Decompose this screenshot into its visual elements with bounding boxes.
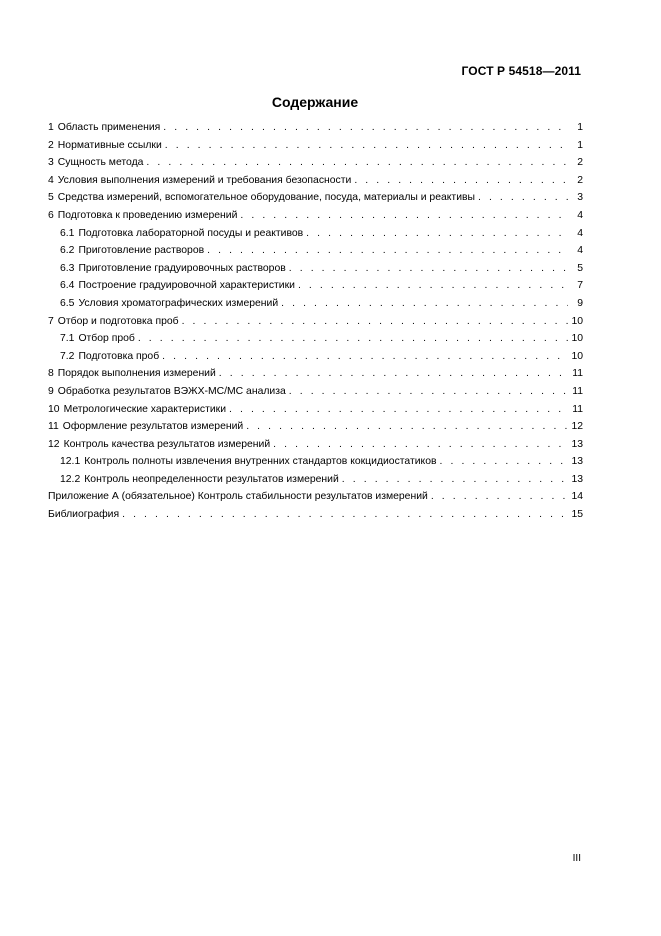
toc-entry-page: 1 — [577, 122, 583, 133]
toc-entry[interactable] — [48, 260, 583, 278]
toc-entry-text: Обработка результатов ВЭЖХ-МС/МС анализа — [57, 385, 286, 397]
toc-entry-page: 11 — [572, 403, 583, 415]
toc-leader-dots — [163, 119, 568, 137]
toc-entry[interactable] — [48, 383, 583, 401]
toc-entry-number: 8 — [48, 368, 54, 380]
toc-leader-dots — [289, 260, 568, 278]
toc-entry-page: 1 — [577, 139, 583, 151]
toc-entry-title — [48, 207, 237, 225]
toc-entry[interactable] — [48, 225, 583, 243]
toc-entry-text: Подготовка к проведению измерений — [57, 209, 238, 221]
toc-entry-title — [60, 225, 303, 243]
toc-entry-text: Условия выполнения измерений и требования безопасности — [57, 174, 352, 186]
toc-entry-text: Область применения — [57, 122, 161, 133]
toc-entry-text: Контроль неопределенности результатов измерений — [84, 473, 339, 485]
toc-entry-text: Сущность метода — [57, 157, 144, 169]
toc-entry-title — [60, 453, 437, 471]
table-of-contents — [48, 119, 583, 524]
toc-leader-dots — [431, 488, 568, 506]
toc-entry-page: 15 — [571, 509, 583, 521]
toc-leader-dots — [229, 401, 568, 419]
toc-entry-text: Порядок выполнения измерений — [57, 368, 216, 380]
toc-leader-dots — [165, 137, 568, 155]
toc-entry-page: 5 — [577, 262, 583, 274]
toc-entry-text: Построение градуировочной характеристики — [78, 280, 295, 292]
toc-entry[interactable] — [48, 471, 583, 489]
toc-entry-text: Контроль полноты извлечения внутренних стандартов кокцидиостатиков — [84, 456, 437, 468]
toc-entry-page: 11 — [572, 385, 583, 397]
toc-entry-page: 10 — [571, 333, 583, 345]
toc-leader-dots — [146, 154, 568, 172]
toc-entry-number: 6.1 — [60, 227, 75, 239]
toc-entry-title — [48, 383, 286, 401]
toc-entry-number: 6.3 — [60, 262, 75, 274]
toc-leader-dots — [207, 242, 568, 260]
toc-leader-dots — [122, 506, 568, 524]
toc-leader-dots — [298, 277, 568, 295]
toc-entry-number: 12 — [48, 438, 60, 450]
toc-leader-dots — [219, 365, 568, 383]
toc-entry-number: 1 — [48, 122, 54, 133]
toc-entry-text: Приготовление градуировочных растворов — [78, 262, 286, 274]
toc-entry-title — [60, 295, 278, 313]
toc-leader-dots — [289, 383, 568, 401]
toc-entry-number: 6 — [48, 209, 54, 221]
toc-entry-title — [60, 348, 159, 366]
toc-entry-page: 3 — [577, 192, 583, 204]
toc-entry-title — [48, 137, 162, 155]
toc-entry[interactable] — [48, 242, 583, 260]
toc-entry-title — [48, 172, 351, 190]
toc-entry-number: 9 — [48, 385, 54, 397]
toc-entry-text: Средства измерений, вспомогательное оборудование, посуда, материалы и реактивы — [57, 192, 475, 204]
toc-entry-page: 4 — [577, 245, 583, 257]
toc-entry-title — [60, 260, 286, 278]
toc-entry-text: Приготовление растворов — [78, 245, 205, 257]
toc-entry-number: 6.4 — [60, 280, 75, 292]
toc-entry[interactable] — [48, 137, 583, 155]
toc-entry-number: 3 — [48, 157, 54, 169]
toc-entry-number: 6.2 — [60, 245, 75, 257]
toc-entry-page: 12 — [571, 421, 583, 433]
toc-entry-title — [48, 401, 226, 419]
toc-entry-title — [48, 418, 243, 436]
toc-entry[interactable] — [48, 172, 583, 190]
toc-entry-text: Подготовка проб — [78, 350, 160, 362]
toc-entry-title — [48, 154, 143, 172]
toc-entry-number: 10 — [48, 403, 60, 415]
toc-entry[interactable] — [48, 506, 583, 524]
toc-entry[interactable] — [48, 436, 583, 454]
toc-entry-number: 12.1 — [60, 456, 81, 468]
toc-entry-title — [60, 330, 135, 348]
toc-entry-page: 9 — [577, 297, 583, 309]
toc-entry-title — [48, 506, 119, 524]
toc-entry[interactable] — [48, 418, 583, 436]
toc-leader-dots — [281, 295, 568, 313]
toc-leader-dots — [342, 471, 568, 489]
toc-leader-dots — [273, 436, 568, 454]
toc-entry-text: Библиография — [48, 509, 120, 521]
toc-leader-dots — [138, 330, 568, 348]
toc-entry-text: Метрологические характеристики — [63, 403, 227, 415]
toc-leader-dots — [478, 189, 568, 207]
toc-entry[interactable] — [48, 277, 583, 295]
toc-entry-number: 2 — [48, 139, 54, 151]
toc-entry-page: 13 — [571, 473, 583, 485]
toc-entry-text: Оформление результатов измерений — [62, 421, 244, 433]
toc-leader-dots — [182, 313, 568, 331]
toc-entry[interactable] — [48, 365, 583, 383]
toc-entry[interactable] — [48, 348, 583, 366]
toc-entry[interactable] — [48, 313, 583, 331]
toc-leader-dots — [354, 172, 568, 190]
toc-entry-page: 10 — [571, 350, 583, 362]
page-number: III — [572, 853, 581, 864]
toc-entry[interactable] — [48, 488, 583, 506]
toc-entry-title — [48, 365, 216, 383]
toc-entry-page: 13 — [571, 456, 583, 468]
toc-leader-dots — [240, 207, 568, 225]
toc-entry-title — [60, 277, 295, 295]
toc-leader-dots — [306, 225, 568, 243]
toc-entry[interactable] — [48, 295, 583, 313]
toc-entry-page: 2 — [577, 157, 583, 169]
toc-entry-number: 6.5 — [60, 297, 75, 309]
toc-entry-text: Приложение А (обязательное) Контроль стабильности результатов измерений — [48, 491, 428, 503]
toc-entry-page: 4 — [577, 209, 583, 221]
toc-entry-text: Подготовка лабораторной посуды и реактивов — [78, 227, 304, 239]
toc-entry-page: 13 — [571, 438, 583, 450]
toc-entry[interactable] — [48, 189, 583, 207]
toc-entry[interactable] — [48, 207, 583, 225]
toc-entry-title — [48, 313, 179, 331]
toc-entry-number: 4 — [48, 174, 54, 186]
toc-entry[interactable] — [48, 154, 583, 172]
toc-entry-text: Отбор и подготовка проб — [57, 315, 179, 327]
toc-entry-page: 11 — [572, 368, 583, 380]
toc-entry-number: 11 — [48, 421, 59, 433]
toc-entry-number: 5 — [48, 192, 54, 204]
toc-leader-dots — [440, 453, 569, 471]
toc-entry-page: 14 — [571, 491, 583, 503]
toc-entry-number: 7 — [48, 315, 54, 327]
toc-entry-title — [48, 119, 160, 137]
toc-entry-title — [48, 189, 475, 207]
toc-entry-number: 7.2 — [60, 350, 75, 362]
toc-entry[interactable] — [48, 119, 583, 137]
toc-entry-number: 12.2 — [60, 473, 81, 485]
toc-entry-title — [48, 436, 270, 454]
toc-entry-page: 4 — [577, 227, 583, 239]
document-code: ГОСТ Р 54518—2011 — [461, 64, 581, 78]
toc-entry-page: 7 — [577, 280, 583, 292]
toc-entry-number: 7.1 — [60, 333, 75, 345]
toc-leader-dots — [162, 348, 568, 366]
toc-entry-text: Нормативные ссылки — [57, 139, 162, 151]
toc-entry-title — [60, 471, 339, 489]
page-title: Содержание — [271, 94, 359, 110]
toc-entry[interactable] — [48, 330, 583, 348]
toc-entry[interactable] — [48, 453, 583, 471]
toc-entry-page: 10 — [571, 315, 583, 327]
toc-entry-title — [48, 488, 428, 506]
toc-entry-text: Контроль качества результатов измерений — [63, 438, 271, 450]
toc-entry-page: 2 — [577, 174, 583, 186]
toc-entry-text: Отбор проб — [78, 333, 135, 345]
toc-entry[interactable] — [48, 401, 583, 419]
toc-entry-text: Условия хроматографических измерений — [78, 297, 279, 309]
toc-leader-dots — [246, 418, 568, 436]
toc-entry-title — [60, 242, 204, 260]
